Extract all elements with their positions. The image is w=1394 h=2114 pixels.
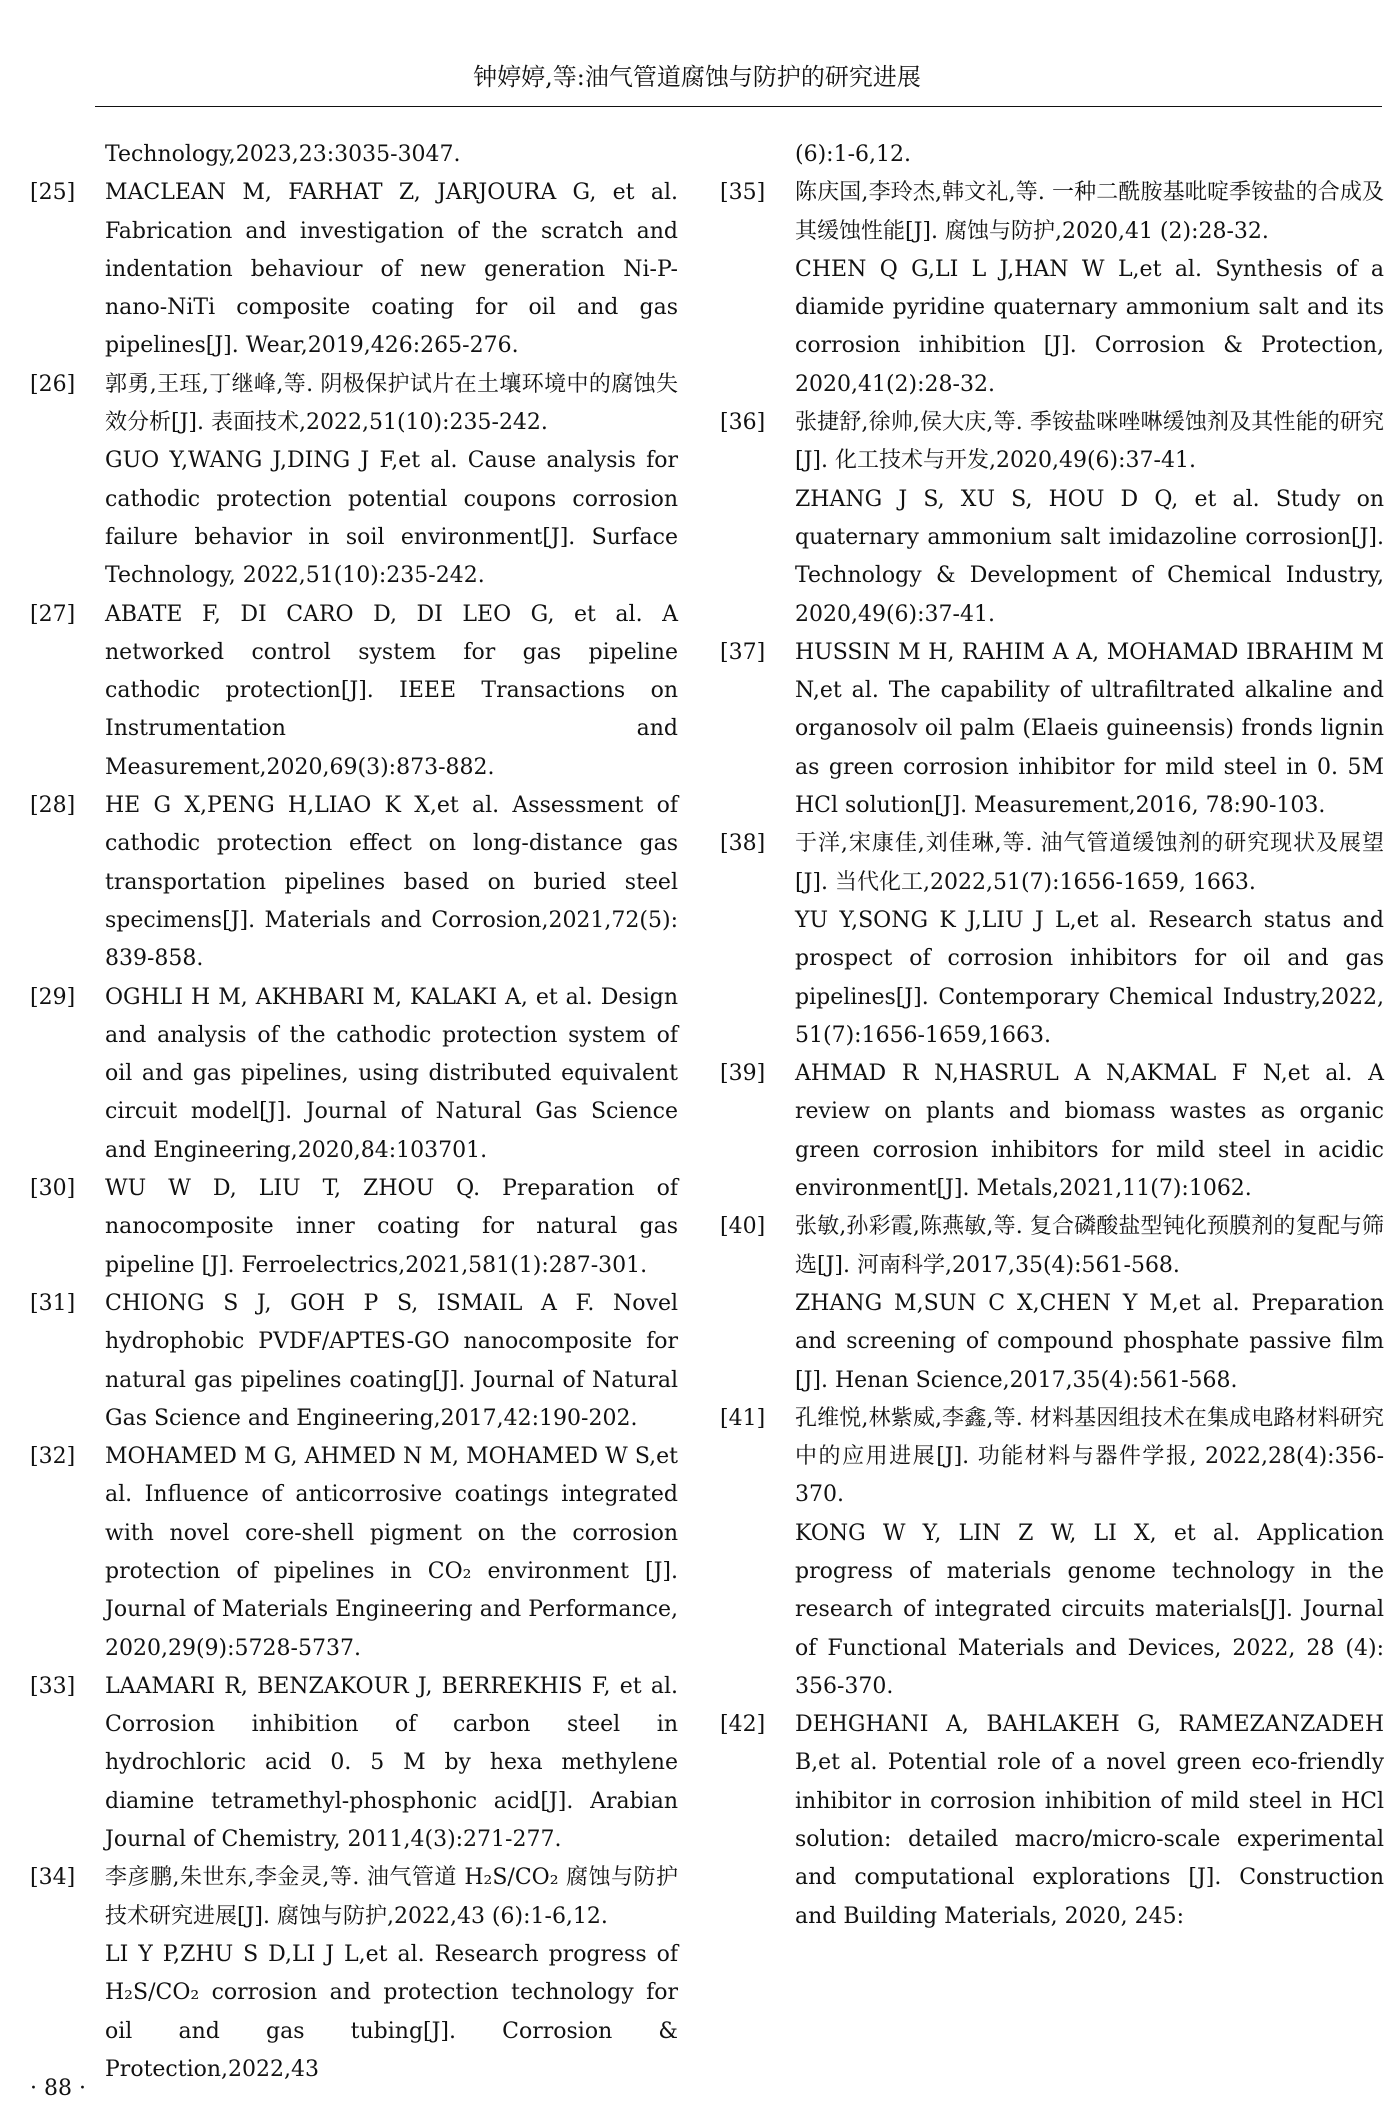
- left-column: [30, 136, 678, 2089]
- reference-entry: [30, 136, 678, 174]
- reference-text: WU W D, LIU T, ZHOU Q. Preparation of nanocomposite inner coating for natural gas pipeline [J]. Ferroelectrics,2021,581(1):287-301.: [105, 1176, 678, 1278]
- reference-number: [27]: [30, 601, 76, 627]
- reference-text: ZHANG M,SUN C X,CHEN Y M,et al. Preparation and screening of compound phosphate passive film [J]. Henan Science,2017,35(4):561-568.: [795, 1290, 1384, 1393]
- reference-number: [30]: [30, 1176, 76, 1202]
- reference-text: MACLEAN M, FARHAT Z, JARJOURA G, et al. Fabrication and investigation of the scratch and indentation behaviour of new generation Ni-P-nano-NiTi composite coating for oil and gas pipelines[J]. Wear,2019,426:265-276.: [105, 180, 678, 359]
- reference-text: YU Y,SONG K J,LIU J L,et al. Research status and prospect of corrosion inhibitors for oil and gas pipelines[J]. Contemporary Chemical Industry,2022, 51(7):1656-1659,1663.: [795, 907, 1384, 1048]
- reference-entry: [30, 174, 678, 365]
- reference-number: [39]: [720, 1061, 766, 1087]
- reference-entry: [30, 979, 678, 1170]
- reference-entry: [30, 1170, 678, 1285]
- reference-text: HE G X,PENG H,LIAO K X,et al. Assessment of cathodic protection effect on long-distance gas transportation pipelines based on buried steel specimens[J]. Materials and Corrosion,2021,72(5): 839-858.: [105, 793, 678, 972]
- reference-number: [41]: [720, 1405, 766, 1431]
- reference-number: [31]: [30, 1290, 76, 1316]
- reference-entry: [720, 1208, 1384, 1399]
- reference-text: GUO Y,WANG J,DING J F,et al. Cause analysis for cathodic protection potential coupons corrosion failure behavior in soil environment[J]. Surface Technology, 2022,51(10):235-242.: [105, 448, 678, 589]
- reference-entry: [720, 825, 1384, 1055]
- reference-number: [40]: [720, 1214, 766, 1240]
- reference-text: KONG W Y, LIN Z W, LI X, et al. Application progress of materials genome technology in the research of integrated circuits materials[J]. Journal of Functional Materials and Devices, 2022, 28 (4): 356-370.: [795, 1520, 1384, 1699]
- reference-entry: [720, 1706, 1384, 1936]
- reference-entry: [720, 136, 1384, 174]
- reference-entry: [30, 596, 678, 787]
- reference-text: 张捷舒,徐帅,侯大庆,等. 季铵盐咪唑啉缓蚀剂及其性能的研究[J]. 化工技术与开发,2020,49(6):37-41.: [795, 410, 1384, 474]
- running-header: 钟婷婷,等:油气管道腐蚀与防护的研究进展: [473, 63, 921, 91]
- reference-entry: [30, 1285, 678, 1438]
- reference-number: [33]: [30, 1673, 76, 1699]
- reference-number: [32]: [30, 1444, 76, 1470]
- reference-entry: [720, 634, 1384, 825]
- reference-number: [25]: [30, 180, 76, 206]
- reference-text: OGHLI H M, AKHBARI M, KALAKI A, et al. Design and analysis of the cathodic protection system of oil and gas pipelines, using distributed equivalent circuit model[J]. Journal of Natural Gas Science and Engineering,2020,84:103701.: [105, 984, 678, 1163]
- header-rule: [95, 106, 1382, 107]
- reference-number: [26]: [30, 371, 76, 397]
- reference-text: HUSSIN M H, RAHIM A A, MOHAMAD IBRAHIM M N,et al. The capability of ultrafiltrated alkaline and organosolv oil palm (Elaeis guineensis) fronds lignin as green corrosion inhibitor for mild steel in 0. 5M HCl solution[J]. Measurement,2016, 78:90-103.: [795, 639, 1384, 819]
- reference-text: DEHGHANI A, BAHLAKEH G, RAMEZANZADEH B,et al. Potential role of a novel green eco-friendly inhibitor in corrosion inhibition of mild steel in HCl solution: detailed macro/micro-scale experimental and computational explorations [J]. Construction and Building Materials, 2020, 245:: [795, 1712, 1384, 1929]
- reference-text: CHIONG S J, GOH P S, ISMAIL A F. Novel hydrophobic PVDF/APTES-GO nanocomposite for natural gas pipelines coating[J]. Journal of Natural Gas Science and Engineering,2017,42:190-202.: [105, 1290, 678, 1431]
- reference-text: 郭勇,王珏,丁继峰,等. 阴极保护试片在土壤环境中的腐蚀失效分析[J]. 表面技术,2022,51(10):235-242.: [105, 371, 678, 436]
- reference-number: [28]: [30, 793, 76, 819]
- right-column: [720, 136, 1384, 1936]
- reference-text: LAAMARI R, BENZAKOUR J, BERREKHIS F, et al. Corrosion inhibition of carbon steel in hydrochloric acid 0. 5 M by hexa methylene diamine tetramethyl-phosphonic acid[J]. Arabian Journal of Chemistry, 2011,4(3):271-277.: [105, 1673, 678, 1853]
- reference-entry: [720, 1400, 1384, 1706]
- reference-number: [36]: [720, 410, 766, 436]
- reference-text: AHMAD R N,HASRUL A N,AKMAL F N,et al. A review on plants and biomass wastes as organic green corrosion inhibitors for mild steel in acidic environment[J]. Metals,2021,11(7):1062.: [795, 1061, 1384, 1202]
- reference-entry: [30, 1438, 678, 1668]
- reference-text: MOHAMED M G, AHMED N M, MOHAMED W S,et al. Influence of anticorrosive coatings integrated with novel core-shell pigment on the corrosion protection of pipelines in CO₂ environment [J]. Journal of Materials Engineering and Performance, 2020,29(9):5728-5737.: [105, 1444, 678, 1661]
- reference-entry: [720, 1055, 1384, 1208]
- reference-entry: [720, 174, 1384, 404]
- reference-entry: [720, 404, 1384, 634]
- reference-number: [34]: [30, 1865, 76, 1891]
- reference-text: 孔维悦,林紫威,李鑫,等. 材料基因组技术在集成电路材料研究中的应用进展[J]. 功能材料与器件学报, 2022,28(4):356-370.: [795, 1405, 1384, 1508]
- page-number: · 88 ·: [30, 2076, 86, 2101]
- reference-text: ZHANG J S, XU S, HOU D Q, et al. Study on quaternary ammonium salt imidazoline corrosion[J]. Technology & Development of Chemical Industry, 2020,49(6):37-41.: [795, 486, 1384, 627]
- reference-text: 李彦鹏,朱世东,李金灵,等. 油气管道 H₂S/CO₂ 腐蚀与防护技术研究进展[J]. 腐蚀与防护,2022,43 (6):1-6,12.: [105, 1865, 678, 1929]
- reference-number: [38]: [720, 831, 766, 857]
- reference-entry: [30, 1859, 678, 2089]
- reference-number: [37]: [720, 639, 766, 665]
- reference-text: (6):1-6,12.: [795, 142, 911, 167]
- reference-text: ABATE F, DI CARO D, DI LEO G, et al. A networked control system for gas pipeline cathodic protection[J]. IEEE Transactions on Instrumentation and Measurement,2020,69(3):873-882.: [105, 601, 678, 780]
- reference-entry: [30, 787, 678, 978]
- reference-text: Technology,2023,23:3035-3047.: [105, 142, 461, 167]
- reference-number: [42]: [720, 1712, 766, 1738]
- reference-number: [35]: [720, 180, 766, 206]
- reference-text: 陈庆国,李玲杰,韩文礼,等. 一种二酰胺基吡啶季铵盐的合成及其缓蚀性能[J]. 腐蚀与防护,2020,41 (2):28-32.: [795, 180, 1384, 244]
- reference-text: 于洋,宋康佳,刘佳琳,等. 油气管道缓蚀剂的研究现状及展望[J]. 当代化工,2022,51(7):1656-1659, 1663.: [795, 831, 1384, 895]
- reference-entry: [30, 1668, 678, 1859]
- reference-text: 张敏,孙彩霞,陈燕敏,等. 复合磷酸盐型钝化预膜剂的复配与筛选[J]. 河南科学,2017,35(4):561-568.: [795, 1214, 1384, 1278]
- reference-text: LI Y P,ZHU S D,LI J L,et al. Research progress of H₂S/CO₂ corrosion and protection technology for oil and gas tubing[J]. Corrosion & Protection,2022,43: [105, 1941, 678, 2082]
- reference-number: [29]: [30, 984, 76, 1010]
- reference-entry: [30, 366, 678, 596]
- reference-text: CHEN Q G,LI L J,HAN W L,et al. Synthesis of a diamide pyridine quaternary ammonium salt and its corrosion inhibition [J]. Corrosion & Protection, 2020,41(2):28-32.: [795, 256, 1384, 397]
